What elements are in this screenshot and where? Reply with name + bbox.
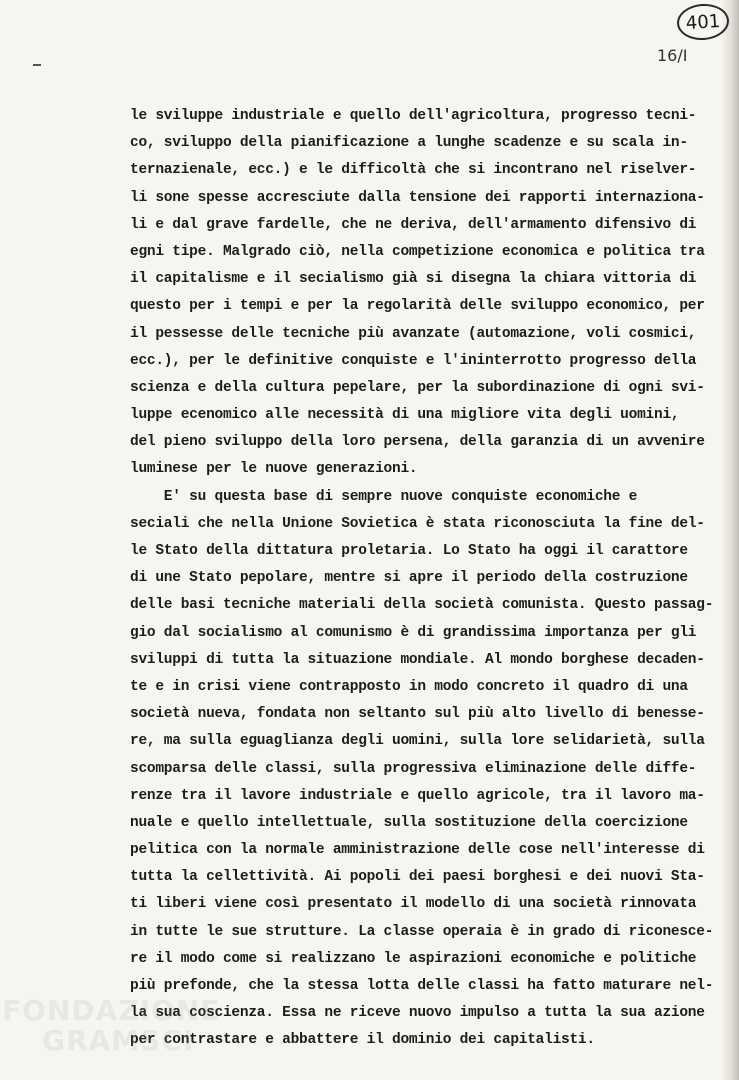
text-line: ti liberi viene così presentato il modello di una società rinnovata: [130, 896, 697, 913]
text-line: pelitica con la normale amministrazione delle cose nell'interesse di: [130, 842, 705, 859]
text-line: per contrastare e abbattere il dominio dei capitalisti.: [130, 1032, 595, 1049]
text-line: il capitalisme e il secialismo già si disegna la chiara vittoria di: [130, 271, 697, 288]
text-line: società nueva, fondata non seltanto sul più alto livello di benesse-: [130, 706, 705, 723]
text-line: delle basi tecniche materiali della società comunista. Questo passag-: [130, 597, 714, 614]
text-line-paragraph-start: E' su questa base di sempre nuove conquiste economiche e: [130, 488, 638, 505]
text-line: renze tra il lavore industriale e quello agricole, tra il lavoro ma-: [130, 787, 705, 804]
text-line: ecc.), per le definitive conquiste e l'ininterrotto progresso della: [130, 352, 697, 369]
text-line: te e in crisi viene contrapposto in modo concreto il quadro di una: [130, 678, 688, 695]
text-line: li sone spesse accresciute dalla tensione dei rapporti internaziona-: [130, 189, 705, 206]
archive-watermark: [2, 996, 220, 1056]
text-line: re il modo come si realizzano le aspirazioni economiche e politiche: [130, 950, 697, 967]
typed-body-text: [130, 103, 735, 1055]
watermark-line-2: GRAMSCI: [42, 1024, 195, 1057]
text-line: re, ma sulla eguaglianza degli uomini, sulla lore selidarietà, sulla: [130, 733, 705, 750]
text-line: co, sviluppo della pianificazione a lunghe scadenze e su scala in-: [130, 135, 688, 152]
text-line: luppe ecenomico alle necessità di una migliore vita degli uomini,: [130, 407, 680, 424]
watermark-line-1: FONDAZIONE: [2, 994, 221, 1027]
text-line: scomparsa delle classi, sulla progressiva eliminazione delle diffe-: [130, 760, 697, 777]
text-line: scienza e della cultura pepelare, per la subordinazione di ogni svi-: [130, 379, 705, 396]
text-line: la sua coscienza. Essa ne riceve nuovo impulso a tutta la sua azione: [130, 1005, 705, 1022]
text-line: sviluppi di tutta la situazione mondiale. Al mondo borghese decaden-: [130, 651, 705, 668]
text-line: in tutte le sue strutture. La classe operaia è in grado di riconesce-: [130, 923, 714, 940]
page-reference: 16/I: [657, 46, 688, 65]
text-line: luminese per le nuove generazioni.: [130, 461, 418, 478]
margin-mark: [33, 64, 41, 66]
text-line: egni tipe. Malgrado ciò, nella competizione economica e politica tra: [130, 243, 705, 260]
text-line: tutta la cellettività. Ai popoli dei paesi borghesi e dei nuovi Sta-: [130, 869, 705, 886]
text-line: nuale e quello intellettuale, sulla sostituzione della coercizione: [130, 814, 688, 831]
text-line: seciali che nella Unione Sovietica è stata riconosciuta la fine del-: [130, 515, 705, 532]
text-line: di une Stato pepolare, mentre si apre il periodo della costruzione: [130, 570, 688, 587]
text-line: del pieno sviluppo della loro persena, della garanzia di un avvenire: [130, 434, 705, 451]
text-line: gio dal socialismo al comunismo è di grandissima importanza per gli: [130, 624, 697, 641]
text-line: le sviluppe industriale e quello dell'agricoltura, progresso tecni-: [130, 108, 697, 124]
text-line: questo per i tempi e per la regolarità delle sviluppo economico, per: [130, 298, 705, 315]
archive-stamp-number: 401: [685, 10, 721, 34]
text-line: più prefonde, che la stessa lotta delle classi ha fatto maturare nel-: [130, 978, 714, 994]
text-line: le Stato della dittatura proletaria. Lo Stato ha oggi il carattore: [130, 543, 688, 559]
text-line: li e dal grave fardelle, che ne deriva, dell'armamento difensivo di: [130, 216, 697, 233]
text-line: il pessesse delle tecniche più avanzate (automazione, voli cosmici,: [130, 325, 697, 342]
text-line: ternazienale, ecc.) e le difficoltà che si incontrano nel riselver-: [130, 162, 697, 179]
